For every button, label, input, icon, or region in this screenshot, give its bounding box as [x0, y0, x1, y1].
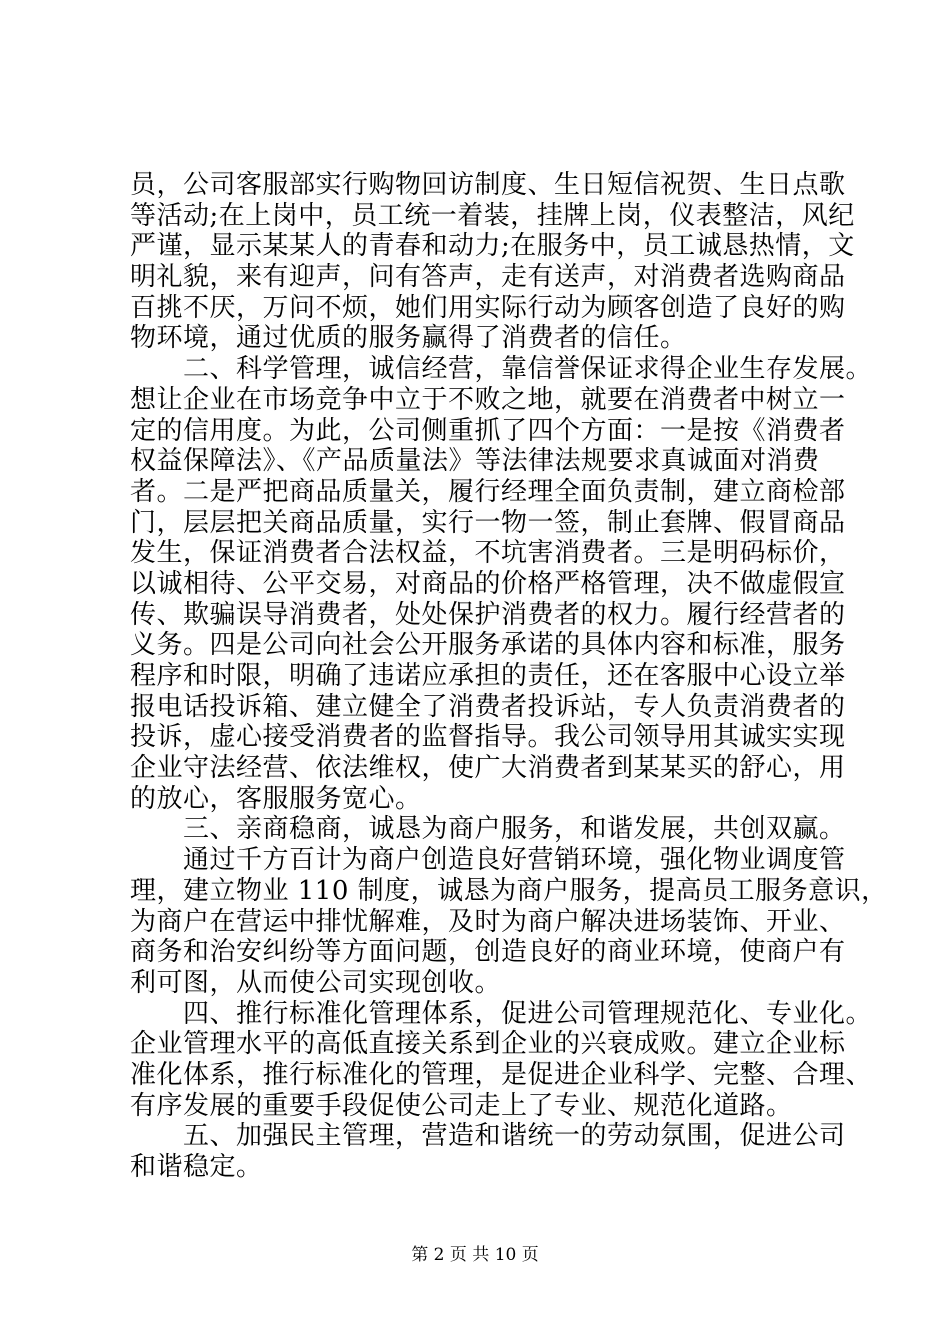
text-line: 报电话投诉箱、建立健全了消费者投诉站，专人负责消费者的 — [130, 691, 846, 722]
text-line: 商务和治安纠纷等方面问题，创造良好的商业环境，使商户有 — [130, 937, 846, 968]
text-line: 准化体系，推行标准化的管理，是促进企业科学、完整、合理、 — [130, 1059, 873, 1090]
text-line: 定的信用度。为此，公司侧重抓了四个方面：一是按《消费者 — [130, 415, 846, 446]
text-line: 利可图，从而使公司实现创收。 — [130, 967, 502, 998]
text-line: 和谐稳定。 — [130, 1152, 263, 1182]
text-line: 投诉，虚心接受消费者的监督指导。我公司领导用其诚实实现 — [130, 722, 846, 753]
text-line: 有序发展的重要手段促使公司走上了专业、规范化道路。 — [130, 1090, 793, 1121]
section-heading-line: 三、亲商稳商，诚恳为商户服务，和谐发展，共创双赢。 — [130, 814, 846, 845]
section-heading-line: 二、科学管理，诚信经营，靠信誉保证求得企业生存发展。 — [130, 354, 873, 385]
text-line: 严谨，显示某某人的青春和动力;在服务中，员工诚恳热情，文 — [130, 231, 855, 262]
text-line: 发生，保证消费者合法权益，不坑害消费者。三是明码标价， — [130, 538, 846, 569]
text-line: 企业管理水平的高低直接关系到企业的兴衰成败。建立企业标 — [130, 1029, 846, 1060]
document-body — [130, 170, 888, 1183]
text-line: 传、欺骗误导消费者，处处保护消费者的权力。履行经营者的 — [130, 599, 846, 630]
text-line: 百挑不厌，万问不烦，她们用实际行动为顾客创造了良好的购 — [130, 292, 846, 323]
text-line: 者。二是严把商品质量关，履行经理全面负责制，建立商检部 — [130, 476, 846, 507]
section-heading-line: 五、加强民主管理，营造和谐统一的劳动氛围，促进公司 — [130, 1121, 846, 1152]
text-line: 的放心，客服服务宽心。 — [130, 783, 422, 814]
text-line: 等活动;在上岗中，员工统一着装，挂牌上岗，仪表整洁，风纪 — [130, 200, 855, 231]
text-line: 程序和时限，明确了违诺应承担的责任，还在客服中心设立举 — [130, 661, 846, 691]
text-line: 权益保障法》、《产品质量法》等法律法规要求真诚面对消费 — [130, 446, 820, 477]
text-line: 义务。四是公司向社会公开服务承诺的具体内容和标准，服务 — [130, 630, 846, 661]
text-line: 通过千方百计为商户创造良好营销环境，强化物业调度管 — [130, 845, 846, 876]
text-line: 想让企业在市场竞争中立于不败之地，就要在消费者中树立一 — [130, 384, 846, 415]
text-line: 明礼貌，来有迎声，问有答声，走有送声，对消费者选购商品 — [130, 262, 846, 293]
text-line: 以诚相待、公平交易，对商品的价格严格管理，决不做虚假宣 — [130, 568, 846, 599]
section-heading-line: 四、推行标准化管理体系，促进公司管理规范化、专业化。 — [130, 998, 873, 1029]
text-line: 为商户在营运中排忧解难，及时为商户解决进场装饰、开业、 — [130, 906, 846, 937]
text-line: 理，建立物业 110 制度，诚恳为商户服务，提高员工服务意识， — [130, 875, 888, 906]
text-line: 员，公司客服部实行购物回访制度、生日短信祝贺、生日点歌 — [130, 170, 846, 200]
page-number-footer: 第 2 页 共 10 页 — [411, 1245, 539, 1265]
text-line: 企业守法经营、依法维权，使广大消费者到某某买的舒心，用 — [130, 753, 846, 784]
text-line: 门，层层把关商品质量，实行一物一签，制止套牌、假冒商品 — [130, 507, 846, 538]
text-line: 物环境，通过优质的服务赢得了消费者的信任。 — [130, 323, 687, 354]
